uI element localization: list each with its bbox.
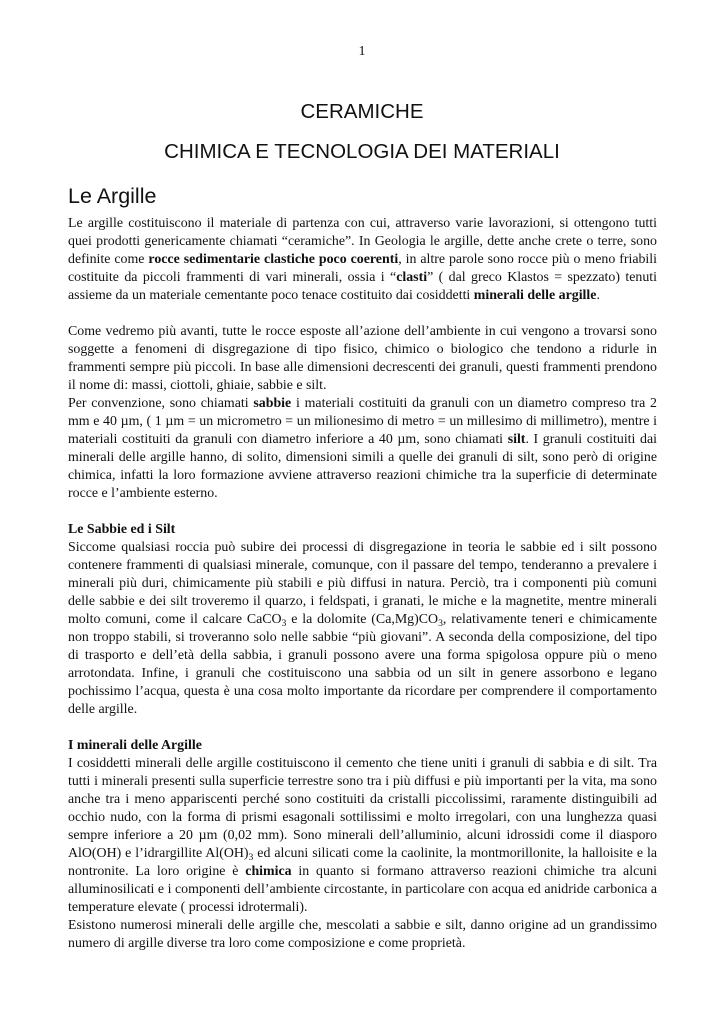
- bold-term: clasti: [396, 270, 428, 285]
- paragraph-gap: [68, 305, 657, 323]
- text-run: Le argille costituiscono il materiale di partenza con cui, attraverso varie lavorazioni, si ottengono tutti quei prodotti genericamente chiamati “ceramiche”. In Geologia le argille, dette anche crete o terre, sono definite come: [68, 216, 657, 267]
- text-run: Per convenzione, sono chiamati: [68, 396, 254, 411]
- subscript: 3: [438, 618, 443, 629]
- paragraph-intro: [68, 215, 657, 305]
- paragraph-esistono: Esistono numerosi minerali delle argille che, mescolati a sabbie e silt, danno origine ad un grandissimo numero di argille diverse tra loro come composizione e come proprietà.: [68, 918, 657, 951]
- text-run: .: [596, 288, 600, 303]
- subscript: 3: [248, 852, 254, 863]
- paragraph-gap: [68, 719, 657, 737]
- page-number: 1: [358, 44, 366, 59]
- section-heading-le-argille: Le Argille: [68, 184, 157, 208]
- text-run: Siccome qualsiasi roccia può subire dei processi di disgregazione in teoria le sabbie ed i silt possono contenere frammenti di qualsiasi minerale, comunque, con il passare del tempo, tenderanno a prevalere i minerali più duri, chimicamente più stabili e più diffusi in natura. Perciò, tra i componenti più comuni delle sabbie e dei silt troveremo il quarzo, i feldspati, i granati, le miche e la magnetite, mentre minerali molto comuni, come il calcare CaCO: [68, 540, 657, 627]
- paragraph-sabbie: [68, 539, 657, 719]
- bold-term: minerali delle argille: [473, 288, 597, 303]
- bold-term: chimica: [245, 864, 292, 879]
- bold-term: sabbie: [253, 396, 292, 411]
- text-run: , relativamente teneri e chimicamente non troppo stabili, si troveranno solo nelle sabbie “più giovani”. A seconda della composizione, del tipo di trasporto e dell’età della sabbia, i granuli possono avere una forma spigolosa oppure più o meno arrotondata. Infine, i granuli che costituiscono una sabbia od un silt in genere assorbono e legano pochissimo l’acqua, questa è una cosa molto importante da ricordare per comprendere il comportamento delle argille.: [68, 612, 657, 717]
- text-run: in quanto si formano attraverso reazioni chimiche tra alcuni alluminosilicati e i componenti dell’ambiente circostante, in particolare con acqua ed anidride carbonica a temperature elevate ( processi idrotermali).: [68, 864, 658, 915]
- text-run: ed alcuni silicati come la caolinite, la montmorillonite, la halloisite e la nontronite. La loro origine è: [68, 846, 657, 879]
- title-line-2: CHIMICA E TECNOLOGIA DEI MATERIALI: [164, 140, 560, 163]
- subscript: 3: [281, 618, 287, 629]
- text-run: ” ( dal greco Klastos = spezzato) tenuti assieme da un materiale cementante poco tenace costituito dai cosiddetti: [68, 270, 658, 303]
- document-body: [68, 215, 657, 953]
- subheading-minerali-argille: I minerali delle Argille: [68, 738, 202, 753]
- subheading-sabbie-silt: Le Sabbie ed i Silt: [68, 522, 176, 537]
- text-run: . I granuli costituiti dai minerali delle argille hanno, di solito, dimensioni simili a quelle dei granuli di silt, sono però di origine chimica, infatti la loro formazione avviene attraverso reazioni chimiche tra la superficie di determinate rocce e l’ambiente esterno.: [68, 432, 657, 501]
- title-line-1: CERAMICHE: [300, 100, 424, 123]
- text-run: i materiali costituiti da granuli con un diametro compreso tra 2 mm e 40 µm, ( 1 µm = un micrometro = un milionesimo di metro = un millesimo di millimetro), mentre i materiali costituiti da granuli con diametro inferiore a 40 µm, sono chiamati: [68, 396, 657, 447]
- bold-term: rocce sedimentarie clastiche poco coerenti: [148, 252, 399, 267]
- paragraph-minerali: [68, 755, 657, 917]
- text-run: e la dolomite (Ca,Mg)CO: [286, 612, 439, 627]
- text-run: , in altre parole sono rocce più o meno friabili costituite da piccoli frammenti di vari minerali, ossia i “: [68, 252, 658, 285]
- document-title: [0, 92, 724, 172]
- paragraph-gap: [68, 503, 657, 521]
- paragraph-convenzione: [68, 395, 657, 503]
- text-run: I cosiddetti minerali delle argille costituiscono il cemento che tiene uniti i granuli di sabbia e di silt. Tra tutti i minerali presenti sulla superficie terrestre sono tra i più diffusi e più importanti per la vita, ma sono anche tra i meno appariscenti perché sono costituiti da cristalli piccolissimi, raramente distinguibili ad occhio nudo, con la forma di prismi esagonali sottilissimi e molto irregolari, con una lunghezza quasi sempre inferiore a 20 µm (0,02 mm). Sono minerali dell’alluminio, alcuni idrossidi come il diasporo AlO(OH) e l’idrargillite Al(OH): [68, 756, 657, 861]
- paragraph-disgregazione: Come vedremo più avanti, tutte le rocce esposte all’azione dell’ambiente in cui vengono a trovarsi sono soggette a fenomeni di disgregazione di tipo fisico, chimico o biologico che tendono a ridurle in frammenti sempre più piccoli. In base alle dimensioni decrescenti dei granuli, questi frammenti prendono il nome di: massi, ciottoli, ghiaie, sabbie e silt.: [68, 324, 657, 393]
- bold-term: silt: [507, 432, 526, 447]
